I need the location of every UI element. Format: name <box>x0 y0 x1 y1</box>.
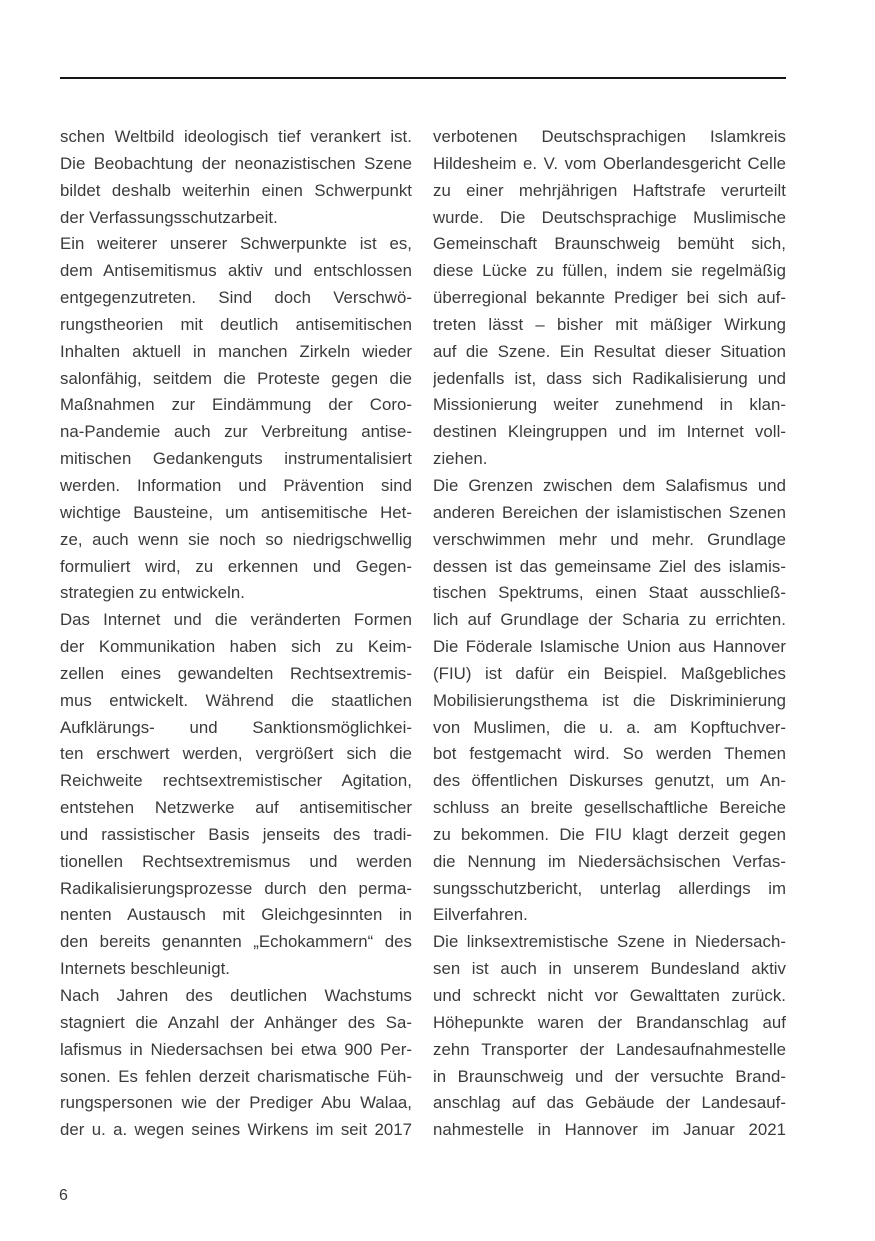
text-column-right <box>433 124 786 1144</box>
text-line: treten lässt – bisher mit mäßiger Wirkung <box>433 314 786 334</box>
text-line: jedenfalls ist, dass sich Radikalisierung und <box>433 368 786 388</box>
text-line: der Verfassungsschutzarbeit. <box>60 207 278 227</box>
text-line: nenten Austausch mit Gleichgesinnten in <box>60 905 412 925</box>
text-line: Internets beschleunigt. <box>60 959 231 979</box>
text-line: anschlag auf das Gebäude der Landesauf- <box>433 1093 786 1113</box>
text-line: Ein weiterer unserer Schwerpunkte ist es, <box>60 234 412 254</box>
text-line: dem Antisemitismus aktiv und entschlossen <box>60 261 412 281</box>
text-line: auf die Szene. Ein Resultat dieser Situation <box>433 341 786 361</box>
text-line: salonfähig, seitdem die Proteste gegen die <box>60 368 412 388</box>
text-line: in Braunschweig und der versuchte Brand- <box>433 1066 786 1086</box>
text-line: ziehen. <box>433 449 488 469</box>
text-line: überregional bekannte Prediger bei sich auf- <box>433 288 786 308</box>
text-line: lafismus in Niedersachsen bei etwa 900 Per- <box>60 1039 412 1059</box>
text-line: rungspersonen wie der Prediger Abu Walaa, <box>60 1093 412 1113</box>
text-line: Hildesheim e. V. vom Oberlandesgericht Celle <box>433 153 786 173</box>
text-line: Missionierung weiter zunehmend in klan- <box>433 395 786 415</box>
header-rule <box>60 77 786 79</box>
text-line: tionellen Rechtsextremismus und werden <box>60 851 412 871</box>
text-line: anderen Bereichen der islamistischen Szenen <box>433 502 786 522</box>
text-line: entstehen Netzwerke auf antisemitischer <box>60 798 412 818</box>
text-line: des öffentlichen Diskurses genutzt, um An- <box>433 771 786 791</box>
text-line: zu einer mehrjährigen Haftstrafe verurteilt <box>433 180 786 200</box>
text-line: destinen Kleingruppen und im Internet voll- <box>433 422 786 442</box>
text-line: Die Beobachtung der neonazistischen Szene <box>60 153 412 173</box>
text-line: lich auf Grundlage der Scharia zu errichten. <box>433 610 786 630</box>
text-line: und schreckt nicht vor Gewalttaten zurück. <box>433 986 786 1005</box>
text-line: Die Grenzen zwischen dem Salafismus und <box>433 475 786 495</box>
text-line: zehn Transporter der Landesaufnahmestelle <box>433 1039 786 1059</box>
text-line: Maßnahmen zur Eindämmung der Coro- <box>60 395 412 415</box>
text-line: mitischen Gedankenguts instrumentalisiert <box>60 449 412 469</box>
text-line: diese Lücke zu füllen, indem sie regelmäßig <box>433 261 786 281</box>
text-line: schluss an breite gesellschaftliche Bereiche <box>433 798 786 818</box>
text-line: stagniert die Anzahl der Anhänger des Sa- <box>60 1012 412 1032</box>
text-line: Die Föderale Islamische Union aus Hannover <box>433 637 786 657</box>
text-line: tischen Spektrums, einen Staat ausschließ- <box>433 583 786 603</box>
text-line: ten erschwert werden, vergrößert sich die <box>60 744 412 764</box>
text-line: entgegenzutreten. Sind doch Verschwö- <box>60 288 412 308</box>
text-line: verbotenen Deutschsprachigen Islamkreis <box>433 127 786 146</box>
page-number: 6 <box>59 1187 68 1204</box>
text-line: formuliert wird, zu erkennen und Gegen- <box>60 556 412 576</box>
text-line: Inhalten aktuell in manchen Zirkeln wieder <box>60 341 412 361</box>
text-line: bot festgemacht wird. So werden Themen <box>433 744 786 764</box>
text-line: strategien zu entwickeln. <box>60 583 246 603</box>
text-line: werden. Information und Prävention sind <box>60 475 412 495</box>
text-line: und rassistischer Basis jenseits des tradi- <box>60 824 412 844</box>
text-line: rungstheorien mit deutlich antisemitischen <box>60 314 412 334</box>
text-line: sen ist auch in unserem Bundesland aktiv <box>433 959 786 979</box>
text-line: mus entwickelt. Während die staatlichen <box>60 690 412 710</box>
text-line: der Kommunikation haben sich zu Keim- <box>60 637 412 657</box>
text-line: zu bekommen. Die FIU klagt derzeit gegen <box>433 824 786 844</box>
text-line: der u. a. wegen seines Wirkens im seit 2017 <box>60 1120 412 1140</box>
text-line: Eilverfahren. <box>433 905 528 925</box>
text-line: (FIU) ist dafür ein Beispiel. Maßgebliches <box>433 663 786 683</box>
text-line: zellen eines gewandelten Rechtsextremis- <box>60 663 412 683</box>
text-line: Aufklärungs- und Sanktionsmöglichkei- <box>60 717 412 737</box>
text-line: Gemeinschaft Braunschweig bemüht sich, <box>433 234 786 254</box>
text-line: die Nennung im Niedersächsischen Verfas- <box>433 851 786 871</box>
text-line: von Muslimen, die u. a. am Kopftuchver- <box>433 717 786 737</box>
text-line: Radikalisierungsprozesse durch den perma- <box>60 878 412 898</box>
text-line: Nach Jahren des deutlichen Wachstums <box>60 986 412 1005</box>
text-line: sonen. Es fehlen derzeit charismatische Füh- <box>60 1066 412 1086</box>
text-line: wurde. Die Deutschsprachige Muslimische <box>433 207 786 227</box>
text-line: dessen ist das gemeinsame Ziel des islamis- <box>433 556 786 576</box>
text-line: sungsschutzbericht, unterlag allerdings im <box>433 878 786 898</box>
text-line: Reichweite rechtsextremistischer Agitation, <box>60 771 412 791</box>
text-line: ze, auch wenn sie noch so niedrigschwellig <box>60 529 412 549</box>
text-line: Die linksextremistische Szene in Niedersach- <box>433 932 786 952</box>
text-line: nahmestelle in Hannover im Januar 2021 <box>433 1120 786 1140</box>
text-line: den bereits genannten „Echokammern“ des <box>60 932 412 952</box>
text-line: wichtige Bausteine, um antisemitische Het- <box>60 502 412 522</box>
text-line: Höhepunkte waren der Brandanschlag auf <box>433 1012 786 1032</box>
text-line: Mobilisierungsthema ist die Diskriminierung <box>433 690 786 710</box>
text-line: na-Pandemie auch zur Verbreitung antise- <box>60 422 412 442</box>
text-line: Das Internet und die veränderten Formen <box>60 610 412 630</box>
text-line: verschwimmen mehr und mehr. Grundlage <box>433 529 786 549</box>
text-line: bildet deshalb weiterhin einen Schwerpunkt <box>60 180 412 200</box>
text-column-left <box>60 124 412 1144</box>
text-line: schen Weltbild ideologisch tief verankert ist. <box>60 127 412 146</box>
